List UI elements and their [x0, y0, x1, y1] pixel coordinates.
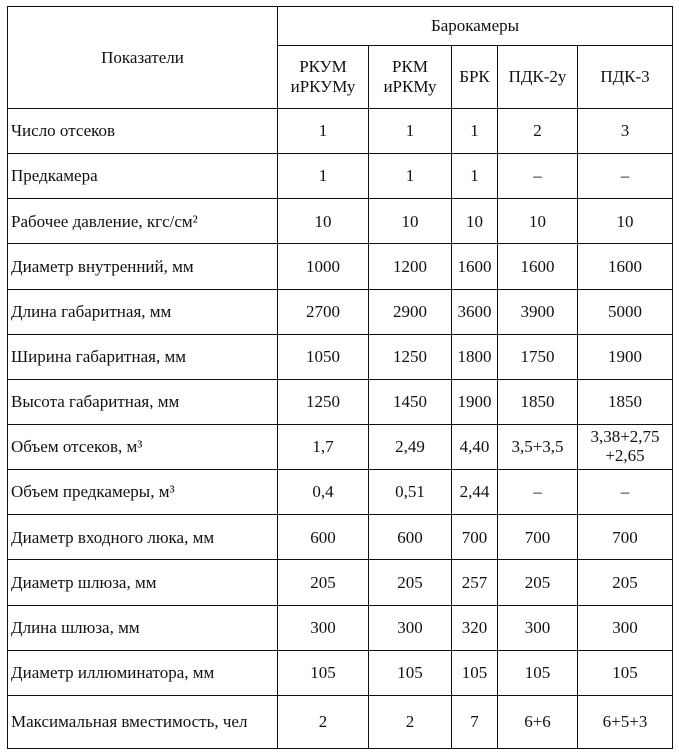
table-row	[8, 470, 673, 515]
cell-value: 2,44	[459, 482, 490, 502]
row-label: Максимальная вместимость, чел	[8, 695, 278, 748]
parameters-header: Показатели	[8, 7, 278, 109]
cell-value: 1600	[457, 256, 492, 276]
column-header-line: иРКУМу	[290, 77, 356, 96]
cell-pdk-2u	[498, 334, 578, 379]
cell-brk	[452, 605, 498, 650]
cell-value: 205	[612, 572, 638, 592]
cell-value: 300	[397, 617, 423, 637]
cell-rkum	[278, 334, 369, 379]
cell-value: 1750	[520, 347, 555, 366]
cell-pdk-3	[578, 515, 673, 560]
cell-brk	[452, 560, 498, 605]
table-body	[8, 109, 673, 749]
cell-value: 1200	[393, 256, 427, 276]
cell-rkm	[369, 470, 452, 515]
cell-value: 1850	[520, 392, 555, 412]
cell-pdk-3	[578, 470, 673, 515]
row-label: Диаметр внутренний, мм	[8, 244, 278, 289]
cell-value: 1	[318, 121, 328, 141]
row-label: Высота габаритная, мм	[8, 379, 278, 424]
cell-value: 3,5+3,5	[511, 437, 564, 457]
row-label: Объем отсеков, м³	[8, 424, 278, 469]
table-row	[8, 650, 673, 695]
cell-value: 1	[318, 166, 328, 186]
column-header-rkum	[278, 46, 369, 109]
table-row	[8, 605, 673, 650]
cell-rkm	[369, 424, 452, 469]
row-label: Число отсеков	[8, 109, 278, 154]
cell-pdk-2u	[498, 470, 578, 515]
cell-value: 1250	[393, 347, 427, 366]
table-row	[8, 379, 673, 424]
cell-rkm	[369, 244, 452, 289]
cell-value: 1000	[306, 256, 340, 276]
column-header-pdk-2u: ПДК-2у	[498, 46, 578, 109]
table-row	[8, 244, 673, 289]
cell-value: 1450	[393, 392, 427, 412]
cell-brk	[452, 334, 498, 379]
cell-value: –	[533, 482, 542, 502]
row-label: Диаметр иллюминатора, мм	[8, 650, 278, 695]
table-row	[8, 199, 673, 244]
cell-value: 205	[397, 572, 423, 592]
cell-pdk-2u	[498, 560, 578, 605]
cell-pdk-2u	[498, 289, 578, 334]
cell-value: 10	[466, 211, 483, 231]
cell-value: 2	[318, 712, 328, 732]
cell-pdk-2u	[498, 244, 578, 289]
cell-rkum	[278, 154, 369, 199]
cell-value: 105	[310, 662, 336, 682]
cell-rkum	[278, 560, 369, 605]
cell-rkum	[278, 424, 369, 469]
cell-value: 105	[397, 662, 423, 682]
column-header-brk: БРК	[452, 46, 498, 109]
cell-pdk-3	[578, 424, 673, 469]
cell-value: 0,4	[312, 482, 334, 502]
row-label: Объем предкамеры, м³	[8, 470, 278, 515]
table-row	[8, 515, 673, 560]
cell-brk	[452, 424, 498, 469]
barochamber-spec-table	[7, 6, 673, 749]
cell-value: 2,49	[395, 437, 425, 457]
cell-pdk-3	[578, 199, 673, 244]
cell-rkm	[369, 695, 452, 748]
column-header-line: РКМ	[392, 57, 428, 77]
cell-value: 700	[524, 527, 551, 547]
cell-value: 1850	[608, 392, 642, 412]
cell-brk	[452, 289, 498, 334]
cell-value: 1	[405, 121, 415, 141]
cell-brk	[452, 244, 498, 289]
cell-pdk-3	[578, 109, 673, 154]
cell-value: 6+6	[524, 712, 551, 732]
cell-rkum	[278, 379, 369, 424]
cell-value: 320	[461, 617, 488, 637]
cell-brk	[452, 695, 498, 748]
cell-value: 10	[529, 211, 546, 231]
row-label: Длина габаритная, мм	[8, 289, 278, 334]
cell-pdk-2u	[498, 650, 578, 695]
cell-pdk-2u	[498, 424, 578, 469]
cell-value: 1900	[608, 347, 642, 366]
cell-brk	[452, 379, 498, 424]
cell-value: 600	[310, 527, 336, 547]
table-row	[8, 109, 673, 154]
cell-value: 105	[612, 662, 638, 682]
row-label: Диаметр шлюза, мм	[8, 560, 278, 605]
table-row	[8, 334, 673, 379]
cell-rkm	[369, 109, 452, 154]
cell-value: 1900	[457, 392, 492, 412]
cell-value: 5000	[608, 301, 642, 321]
cell-rkum	[278, 650, 369, 695]
cell-brk	[452, 470, 498, 515]
cell-value: 2	[405, 712, 415, 732]
cell-value: 105	[461, 662, 488, 682]
cell-pdk-3	[578, 379, 673, 424]
cell-value: 1600	[520, 256, 555, 276]
cell-value: 1	[470, 121, 479, 141]
cell-value: 1	[405, 166, 415, 186]
cell-pdk-2u	[498, 199, 578, 244]
cell-value: 4,40	[459, 437, 490, 457]
cell-value: –	[620, 166, 630, 186]
cell-pdk-2u	[498, 515, 578, 560]
cell-value: 2900	[393, 301, 427, 321]
cell-value: 205	[524, 572, 551, 592]
cell-value: 2	[533, 121, 542, 141]
cell-rkm	[369, 334, 452, 379]
cell-rkm	[369, 605, 452, 650]
cell-brk	[452, 154, 498, 199]
cell-pdk-3	[578, 605, 673, 650]
cell-rkum	[278, 470, 369, 515]
cell-value: 1050	[306, 347, 340, 366]
cell-rkm	[369, 379, 452, 424]
table-row	[8, 289, 673, 334]
cell-pdk-3	[578, 334, 673, 379]
cell-brk	[452, 515, 498, 560]
cell-value: 1600	[608, 256, 642, 276]
column-header-line: РКУМ	[299, 57, 347, 77]
cell-pdk-3	[578, 560, 673, 605]
cell-value: 3600	[457, 301, 492, 321]
cell-value: 2700	[306, 301, 340, 321]
cell-pdk-3	[578, 244, 673, 289]
cell-value: 1250	[306, 392, 340, 412]
table-row	[8, 695, 673, 748]
cell-pdk-2u	[498, 379, 578, 424]
cell-rkum	[278, 515, 369, 560]
column-header-rkm	[369, 46, 452, 109]
cell-brk	[452, 650, 498, 695]
cell-rkm	[369, 515, 452, 560]
cell-pdk-3	[578, 650, 673, 695]
cell-rkm	[369, 154, 452, 199]
cell-pdk-2u	[498, 154, 578, 199]
cell-pdk-2u	[498, 109, 578, 154]
cell-value: 3900	[520, 301, 555, 321]
cell-value: –	[620, 482, 630, 502]
cell-pdk-2u	[498, 695, 578, 748]
cell-value: 1	[470, 166, 479, 186]
cell-rkm	[369, 560, 452, 605]
cell-value: –	[533, 166, 542, 186]
row-label: Предкамера	[8, 154, 278, 199]
cell-value: 257	[461, 572, 488, 592]
row-label: Ширина габаритная, мм	[8, 334, 278, 379]
cell-value: 0,51	[395, 482, 425, 502]
cell-value: 205	[310, 572, 336, 592]
cell-rkum	[278, 605, 369, 650]
cell-pdk-3	[578, 289, 673, 334]
cell-rkum	[278, 289, 369, 334]
cell-value: 10	[401, 211, 419, 231]
cell-rkm	[369, 199, 452, 244]
cell-rkum	[278, 199, 369, 244]
cell-value: 1800	[457, 347, 492, 366]
table-row	[8, 424, 673, 469]
cell-value: 6+5+3	[602, 712, 648, 732]
row-label: Диаметр входного люка, мм	[8, 515, 278, 560]
cell-value: 105	[524, 662, 551, 682]
cell-value: 3	[620, 121, 630, 141]
cell-rkum	[278, 695, 369, 748]
cell-value: 300	[612, 617, 638, 637]
cell-rkm	[369, 289, 452, 334]
cell-value: 10	[616, 211, 634, 231]
cell-rkum	[278, 109, 369, 154]
barochambers-header: Барокамеры	[278, 7, 673, 46]
cell-pdk-3	[578, 154, 673, 199]
cell-rkm	[369, 650, 452, 695]
cell-value: 3,38+2,75	[590, 427, 660, 447]
cell-value: 300	[310, 617, 336, 637]
cell-brk	[452, 199, 498, 244]
column-header-pdk-3: ПДК-3	[578, 46, 673, 109]
column-header-line: иРКМу	[383, 77, 437, 96]
cell-value: 700	[461, 527, 488, 547]
cell-value: 7	[470, 712, 479, 732]
table-row	[8, 154, 673, 199]
table-row	[8, 560, 673, 605]
row-label: Длина шлюза, мм	[8, 605, 278, 650]
cell-value: 10	[314, 211, 332, 231]
cell-value: 700	[612, 527, 638, 547]
cell-pdk-3	[578, 695, 673, 748]
cell-value: +2,65	[605, 446, 645, 466]
cell-pdk-2u	[498, 605, 578, 650]
cell-value: 600	[397, 527, 423, 547]
cell-value: 300	[524, 617, 551, 637]
row-label: Рабочее давление, кгс/см²	[8, 199, 278, 244]
cell-brk	[452, 109, 498, 154]
cell-value: 1,7	[312, 437, 334, 457]
cell-rkum	[278, 244, 369, 289]
